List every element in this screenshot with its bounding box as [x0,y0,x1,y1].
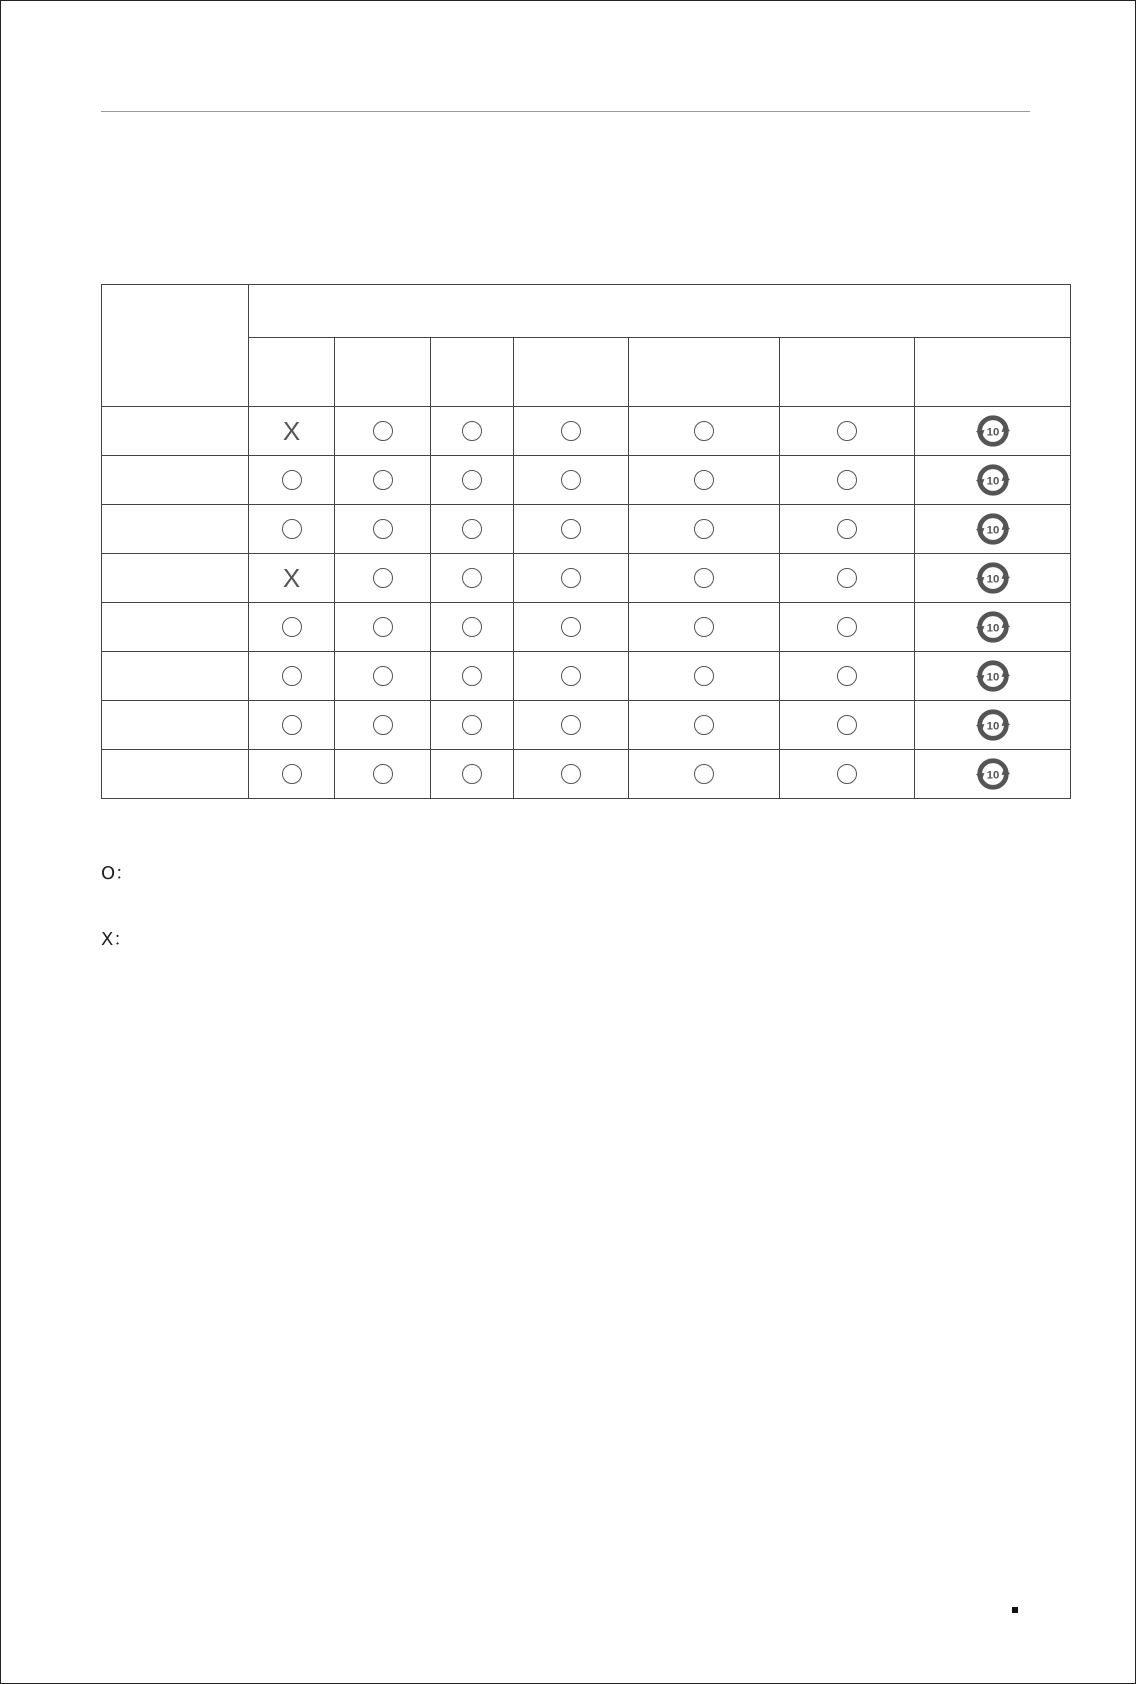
within-limit-mark [462,519,482,539]
efup-cell [915,701,1071,750]
environment-friendly-use-period-icon [974,412,1012,450]
substance-cell [335,505,431,554]
substances-group-header-cell [249,285,1071,338]
within-limit-mark [373,764,393,784]
substance-cell [335,554,431,603]
part-name-cell [102,701,249,750]
efup-cell [915,456,1071,505]
legend-o-line [101,859,133,885]
within-limit-mark [837,470,857,490]
substance-header-cell [514,338,629,407]
substance-cell [249,750,335,799]
within-limit-mark [561,421,581,441]
environment-friendly-use-period-icon [974,608,1012,646]
table-row [102,750,1071,799]
table-row [102,652,1071,701]
part-name-header-cell [102,285,249,407]
substance-header-cell [780,338,915,407]
environment-friendly-use-period-icon [974,510,1012,548]
efup-years-label: 10 [986,475,999,488]
within-limit-mark [694,568,714,588]
within-limit-mark [561,617,581,637]
table-row [102,505,1071,554]
efup-cell [915,407,1071,456]
within-limit-mark [462,421,482,441]
within-limit-mark [837,519,857,539]
environment-friendly-use-period-icon [974,559,1012,597]
substance-cell [514,750,629,799]
efup-years-label: 10 [986,426,999,439]
within-limit-mark [373,715,393,735]
efup-years-label: 10 [986,573,999,586]
legend-o-label: O： [101,863,134,884]
efup-header-cell [915,338,1071,407]
substance-cell [249,456,335,505]
within-limit-mark [837,764,857,784]
header-rule [101,111,1030,112]
table-row [102,407,1071,456]
within-limit-mark [282,470,302,490]
table-row [102,603,1071,652]
within-limit-mark [561,666,581,686]
substance-cell [780,554,915,603]
part-name-cell [102,652,249,701]
part-name-cell [102,603,249,652]
substance-cell [335,652,431,701]
efup-years-label: 10 [986,524,999,537]
substance-cell [249,554,335,603]
efup-years-label: 10 [986,720,999,733]
within-limit-mark [373,421,393,441]
within-limit-mark [694,519,714,539]
substance-cell [629,652,780,701]
efup-years-label: 10 [986,671,999,684]
substance-cell [431,554,514,603]
efup-years-label: 10 [986,622,999,635]
substance-cell [780,652,915,701]
within-limit-mark [837,715,857,735]
hazardous-substances-table [101,284,1071,799]
substance-cell [629,750,780,799]
substance-cell [629,407,780,456]
exceeds-limit-mark: X [282,563,301,593]
substance-cell [431,652,514,701]
substance-cell [335,603,431,652]
within-limit-mark [462,764,482,784]
substance-cell [514,603,629,652]
within-limit-mark [561,519,581,539]
substance-cell [629,701,780,750]
within-limit-mark [282,617,302,637]
page-marker [1012,1607,1018,1613]
substance-header-cell [335,338,431,407]
substance-cell [514,407,629,456]
within-limit-mark [694,617,714,637]
substance-header-cell [431,338,514,407]
within-limit-mark [694,764,714,784]
substance-cell [249,505,335,554]
within-limit-mark [373,666,393,686]
within-limit-mark [282,519,302,539]
within-limit-mark [462,666,482,686]
efup-years-label: 10 [986,769,999,782]
within-limit-mark [462,470,482,490]
substance-cell [780,456,915,505]
substance-cell [431,750,514,799]
legend-x-label: X： [101,929,132,950]
substance-cell [249,652,335,701]
substance-cell [514,456,629,505]
within-limit-mark [694,715,714,735]
substance-cell [431,505,514,554]
substance-cell [780,701,915,750]
within-limit-mark [561,764,581,784]
within-limit-mark [282,764,302,784]
substance-cell [335,456,431,505]
efup-cell [915,554,1071,603]
exceeds-limit-mark: X [282,416,301,446]
substance-cell [335,701,431,750]
part-name-cell [102,554,249,603]
substance-cell [780,603,915,652]
substance-cell [514,554,629,603]
substance-cell [629,505,780,554]
substance-cell [249,407,335,456]
within-limit-mark [282,715,302,735]
legend-x-line [101,925,131,951]
environment-friendly-use-period-icon [974,657,1012,695]
within-limit-mark [373,470,393,490]
within-limit-mark [282,666,302,686]
substance-cell [629,456,780,505]
substance-cell [780,505,915,554]
within-limit-mark [837,568,857,588]
substance-cell [514,652,629,701]
within-limit-mark [837,666,857,686]
within-limit-mark [561,568,581,588]
within-limit-mark [462,617,482,637]
efup-cell [915,750,1071,799]
efup-cell [915,652,1071,701]
substance-cell [514,505,629,554]
substance-cell [431,456,514,505]
within-limit-mark [462,568,482,588]
part-name-cell [102,456,249,505]
efup-cell [915,603,1071,652]
table-header-row-1 [102,285,1071,338]
efup-cell [915,505,1071,554]
within-limit-mark [373,617,393,637]
within-limit-mark [561,470,581,490]
within-limit-mark [561,715,581,735]
substance-header-cell [249,338,335,407]
within-limit-mark [694,470,714,490]
within-limit-mark [837,617,857,637]
substance-cell [629,603,780,652]
within-limit-mark [373,568,393,588]
within-limit-mark [462,715,482,735]
substance-cell [780,407,915,456]
part-name-cell [102,505,249,554]
within-limit-mark [837,421,857,441]
substance-cell [431,407,514,456]
substance-cell [249,603,335,652]
part-name-cell [102,407,249,456]
substance-cell [249,701,335,750]
within-limit-mark [694,421,714,441]
within-limit-mark [694,666,714,686]
table-row [102,701,1071,750]
substance-cell [431,701,514,750]
within-limit-mark [373,519,393,539]
table-row [102,456,1071,505]
substance-cell [780,750,915,799]
table-row [102,554,1071,603]
substance-cell [335,407,431,456]
substance-cell [335,750,431,799]
environment-friendly-use-period-icon [974,755,1012,793]
environment-friendly-use-period-icon [974,461,1012,499]
substance-header-cell [629,338,780,407]
environment-friendly-use-period-icon [974,706,1012,744]
substance-cell [514,701,629,750]
substance-cell [629,554,780,603]
part-name-cell [102,750,249,799]
substance-cell [431,603,514,652]
